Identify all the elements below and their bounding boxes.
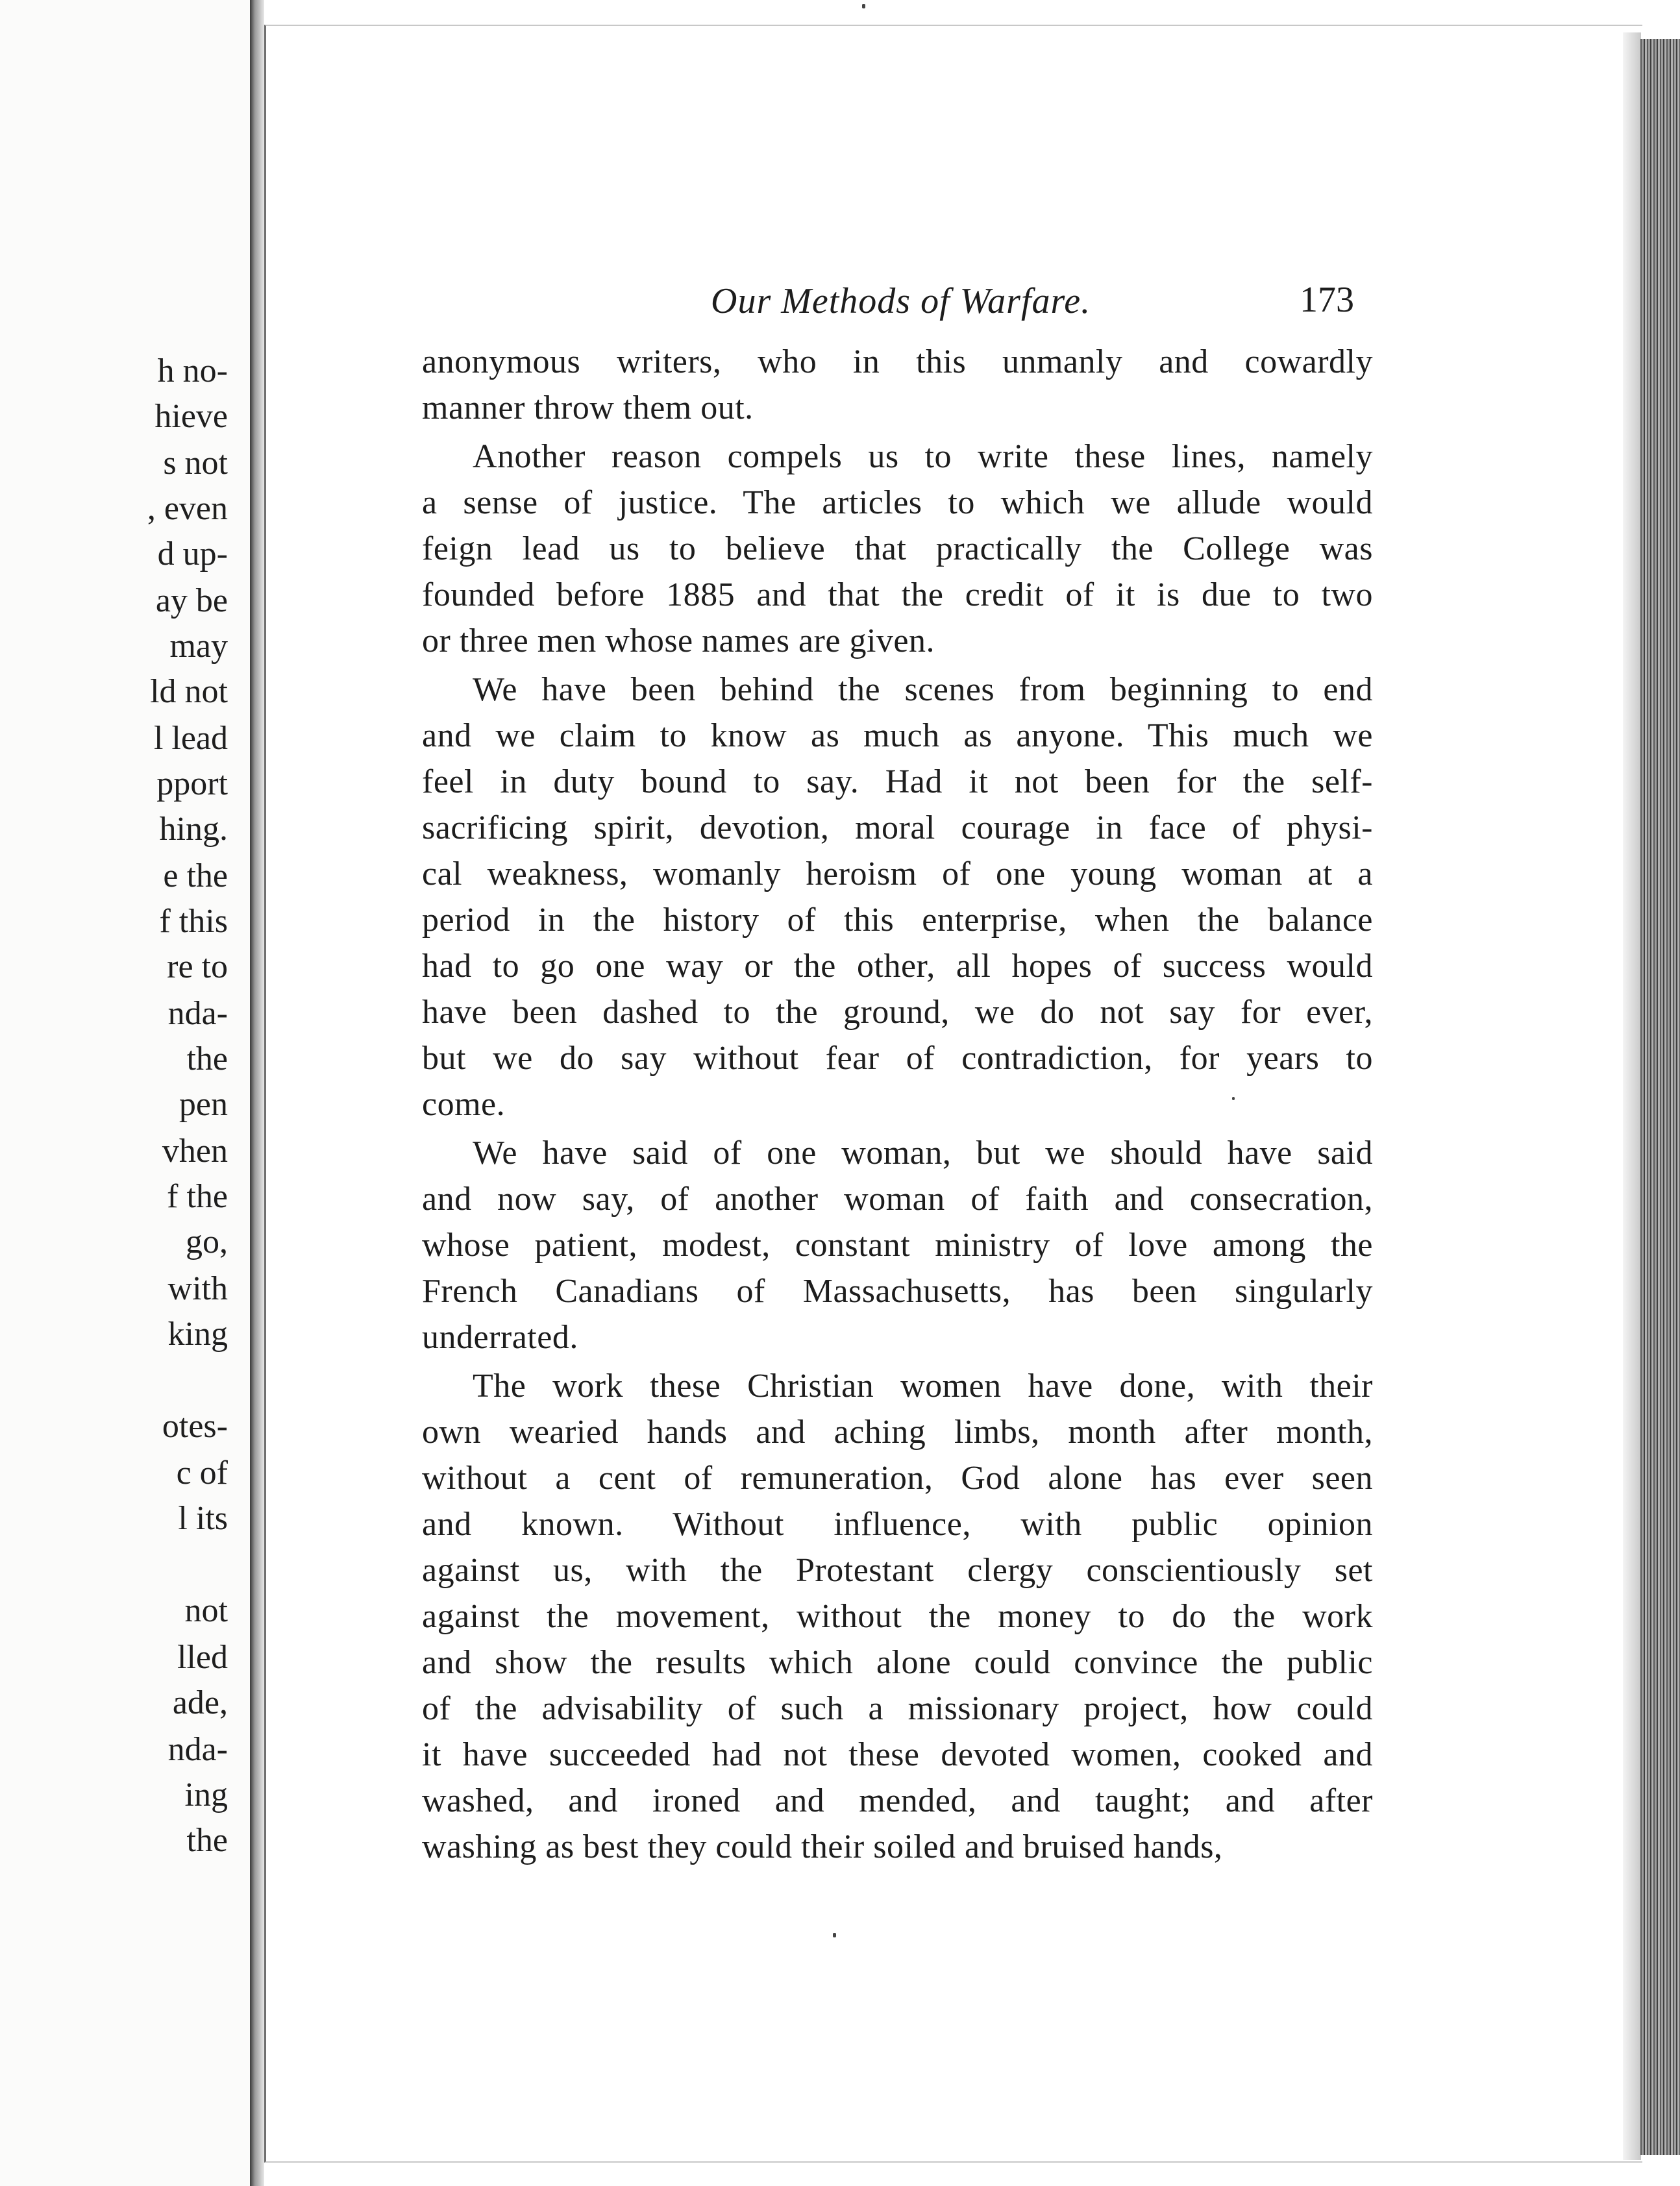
facing-page-line: d up- <box>157 535 228 572</box>
text-line: but we do say without fear of contradiction, for years to <box>422 1040 1373 1077</box>
text-line: against the movement, without the money to do the work <box>422 1598 1373 1635</box>
facing-page-line: s not <box>163 445 228 482</box>
text-line: and now say, of another woman of faith and consecration, <box>422 1181 1373 1218</box>
facing-page-line: h no- <box>157 352 228 389</box>
facing-page-line: l its <box>178 1500 228 1537</box>
text-line: and we claim to know as much as anyone. This much we <box>422 717 1373 754</box>
text-line: a sense of justice. The articles to which we allude would <box>422 484 1373 521</box>
text-line: cal weakness, womanly heroism of one young woman at a <box>422 855 1373 892</box>
text-line: founded before 1885 and that the credit of it is due to two <box>422 576 1373 613</box>
paragraph <box>422 1363 1373 1870</box>
text-line: sacrificing spirit, devotion, moral courage in face of physi- <box>422 809 1373 846</box>
text-line: feign lead us to believe that practically the College was <box>422 530 1373 567</box>
text-line: without a cent of remuneration, God alone has ever seen <box>422 1460 1373 1497</box>
text-line: come. <box>422 1086 506 1123</box>
facing-page-line: pport <box>156 765 228 802</box>
facing-page-line: vhen <box>162 1133 228 1170</box>
scan-speck <box>1232 1097 1235 1100</box>
text-line: whose patient, modest, constant ministry of love among the <box>422 1227 1373 1264</box>
facing-page-line: ade, <box>172 1684 228 1721</box>
facing-page-left <box>0 0 250 2186</box>
facing-page-line: king <box>167 1316 228 1353</box>
text-line: period in the history of this enterprise, when the balance <box>422 902 1373 939</box>
facing-page-line: ld not <box>150 673 228 710</box>
facing-page-line: the <box>186 1040 228 1077</box>
text-line: and known. Without influence, with public opinion <box>422 1506 1373 1543</box>
text-line: have been dashed to the ground, we do not say for ever, <box>422 994 1373 1031</box>
page-edge-shadow <box>1623 32 1641 2160</box>
text-line: washing as best they could their soiled and bruised hands, <box>422 1828 1223 1865</box>
paragraph <box>422 1130 1373 1360</box>
paragraph <box>422 339 1373 431</box>
facing-page-line: hieve <box>154 398 228 435</box>
paragraph <box>422 667 1373 1127</box>
facing-page-line: may <box>169 628 228 665</box>
page-edges-stack <box>1640 39 1680 2155</box>
facing-page-line: go, <box>186 1223 228 1260</box>
text-line: and show the results which alone could convince the public <box>422 1644 1373 1681</box>
facing-page-line: nda- <box>167 1731 228 1768</box>
facing-page-line: e the <box>163 857 228 894</box>
page-body-text <box>422 339 1373 1870</box>
text-line: The work these Christian women have done, with their <box>473 1368 1373 1405</box>
facing-page-line: hing. <box>159 811 228 848</box>
paragraph <box>422 434 1373 664</box>
book-gutter <box>250 0 264 2186</box>
facing-page-line: , even <box>147 490 228 527</box>
facing-page-line: c of <box>176 1455 228 1492</box>
text-line: own wearied hands and aching limbs, month after month, <box>422 1414 1373 1451</box>
text-line: underrated. <box>422 1319 578 1356</box>
text-line: We have said of one woman, but we should have said <box>473 1135 1373 1172</box>
text-line: manner throw them out. <box>422 389 754 426</box>
facing-page-line: lled <box>177 1639 228 1676</box>
facing-page-line: f the <box>167 1178 228 1215</box>
text-line: feel in duty bound to say. Had it not been for the self- <box>422 763 1373 800</box>
text-line: anonymous writers, who in this unmanly and cowardly <box>422 343 1373 380</box>
text-line: had to go one way or the other, all hopes of success would <box>422 948 1373 985</box>
text-line: against us, with the Protestant clergy conscientiously set <box>422 1552 1373 1589</box>
facing-page-line: re to <box>167 948 228 985</box>
text-line: it have succeeded had not these devoted women, cooked and <box>422 1736 1373 1773</box>
text-line: or three men whose names are given. <box>422 622 935 659</box>
facing-page-line: f this <box>159 903 228 940</box>
scan-speck <box>862 4 865 8</box>
facing-page-line: l lead <box>153 720 228 757</box>
facing-page-line: otes- <box>162 1408 228 1445</box>
facing-page-line: nda- <box>167 995 228 1032</box>
scan-speck <box>833 1933 836 1937</box>
text-line: French Canadians of Massachusetts, has been singularly <box>422 1273 1373 1310</box>
facing-page-line: with <box>167 1270 228 1307</box>
facing-page-line: the <box>186 1822 228 1859</box>
facing-page-line: ing <box>184 1776 228 1813</box>
page-number: 173 <box>1300 280 1354 320</box>
text-line: We have been behind the scenes from beginning to end <box>473 671 1373 708</box>
facing-page-line: not <box>184 1592 228 1629</box>
facing-page-line: ay be <box>155 582 228 619</box>
text-line: Another reason compels us to write these lines, namely <box>473 438 1373 475</box>
running-head: Our Methods of Warfare. <box>711 281 1091 321</box>
text-line: of the advisability of such a missionary project, how could <box>422 1690 1373 1727</box>
facing-page-line: pen <box>179 1086 228 1123</box>
text-line: washed, and ironed and mended, and taught; and after <box>422 1782 1373 1819</box>
